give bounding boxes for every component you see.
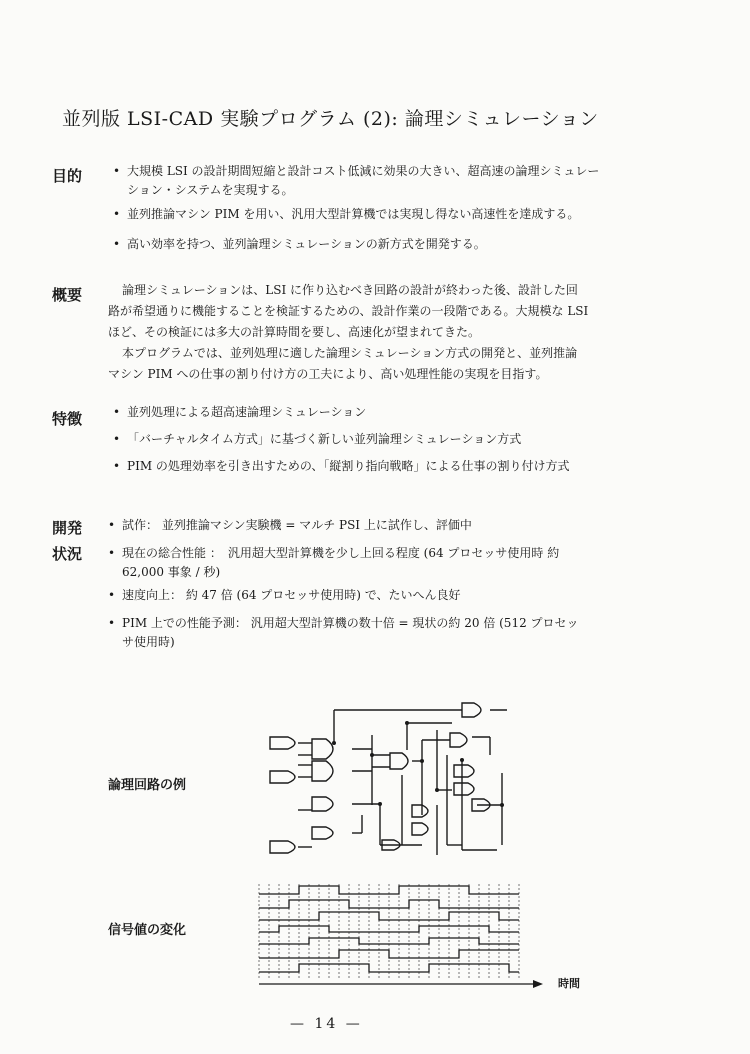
logic-gate	[270, 841, 295, 853]
junction-dot	[332, 741, 336, 745]
status-item-3: • 速度向上： 約 47 倍 (64 プロセッサ使用時) で、たいへん良好	[122, 586, 461, 605]
logic-gate	[462, 703, 481, 717]
features-label: 特徴	[52, 410, 83, 428]
status-label-2: 状況	[52, 545, 83, 563]
purpose-item-1-line-1: • 大規模 LSI の設計期間短縮と設計コスト低減に効果の大きい、超高速の論理シミュレー	[127, 162, 599, 181]
purpose-item-3: • 高い効率を持つ、並列論理シミュレーションの新方式を開発する。	[127, 235, 486, 254]
time-axis-label: 時間	[558, 977, 580, 990]
features-item-2: • 「バーチャルタイム方式」に基づく新しい並列論理シミュレーション方式	[127, 430, 521, 449]
junction-dot	[435, 788, 439, 792]
overview-line-2: 路が希望通りに機能することを検証するための、設計作業の一段階である。大規模な LSI	[108, 304, 589, 318]
overview-label: 概要	[52, 286, 83, 304]
logic-gate	[450, 733, 467, 747]
logic-gate	[412, 805, 428, 817]
features-item-1: • 並列処理による超高速論理シミュレーション	[127, 403, 366, 422]
junction-dot	[500, 803, 504, 807]
logic-gate	[312, 827, 333, 839]
logic-gate	[412, 823, 428, 835]
overview-line-1: 論理シミュレーションは、LSI に作り込むべき回路の設計が終わった後、設計した回	[122, 283, 578, 297]
logic-gate	[454, 765, 474, 777]
junction-dot	[460, 758, 464, 762]
junction-dot	[378, 802, 382, 806]
junction-dot	[370, 753, 374, 757]
signal-trace	[259, 950, 519, 958]
features-item-3: • PIM の処理効率を引き出すための、「縦割り指向戦略」による仕事の割り付け方式	[127, 457, 569, 476]
circuit-caption: 論理回路の例	[108, 778, 187, 793]
signal-caption: 信号値の変化	[108, 923, 187, 938]
logic-gate	[454, 783, 474, 795]
logic-gate	[312, 739, 333, 759]
logic-gate	[270, 771, 295, 783]
status-item-2-line-1: • 現在の総合性能 ： 汎用超大型計算機を少し上回る程度 (64 プロセッサ使用時 約	[122, 544, 559, 563]
status-item-2-line-2: 62,000 事象 / 秒)	[122, 565, 221, 579]
junction-dot	[405, 721, 409, 725]
overview-line-5: マシン PIM への仕事の割り付け方の工夫により、高い処理性能の実現を目指す。	[108, 367, 548, 381]
page-number: — 14 —	[290, 1016, 363, 1032]
purpose-item-2: • 並列推論マシン PIM を用い、汎用大型計算機では実現し得ない高速性を達成する。	[127, 205, 579, 224]
junction-dot	[420, 759, 424, 763]
overview-line-3: ほど、その検証には多大の計算時間を要し、高速化が望まれてきた。	[108, 325, 481, 339]
logic-gate	[312, 797, 333, 811]
purpose-label: 目的	[52, 167, 83, 185]
page-title: 並列版 LSI-CAD 実験プログラム (2): 論理シミュレーション	[62, 108, 599, 130]
time-arrow-head	[533, 980, 543, 988]
status-item-1: • 試作： 並列推論マシン実験機 = マルチ PSI 上に試作し、評価中	[122, 516, 472, 535]
status-label-1: 開発	[52, 519, 83, 537]
status-item-4-line-1: • PIM 上での性能予測： 汎用超大型計算機の数十倍 = 現状の約 20 倍 (512 プロセッ	[122, 614, 579, 633]
signal-waveform-diagram	[255, 882, 545, 992]
overview-line-4: 本プログラムでは、並列処理に適した論理シミュレーション方式の開発と、並列推論	[122, 346, 578, 360]
logic-gate	[270, 737, 295, 749]
logic-gate	[312, 761, 333, 781]
status-item-4-line-2: サ使用時)	[122, 635, 175, 649]
logic-gate	[390, 753, 408, 769]
logic-circuit-diagram	[262, 695, 532, 865]
purpose-item-1-line-2: ション・システムを実現する。	[127, 183, 294, 197]
